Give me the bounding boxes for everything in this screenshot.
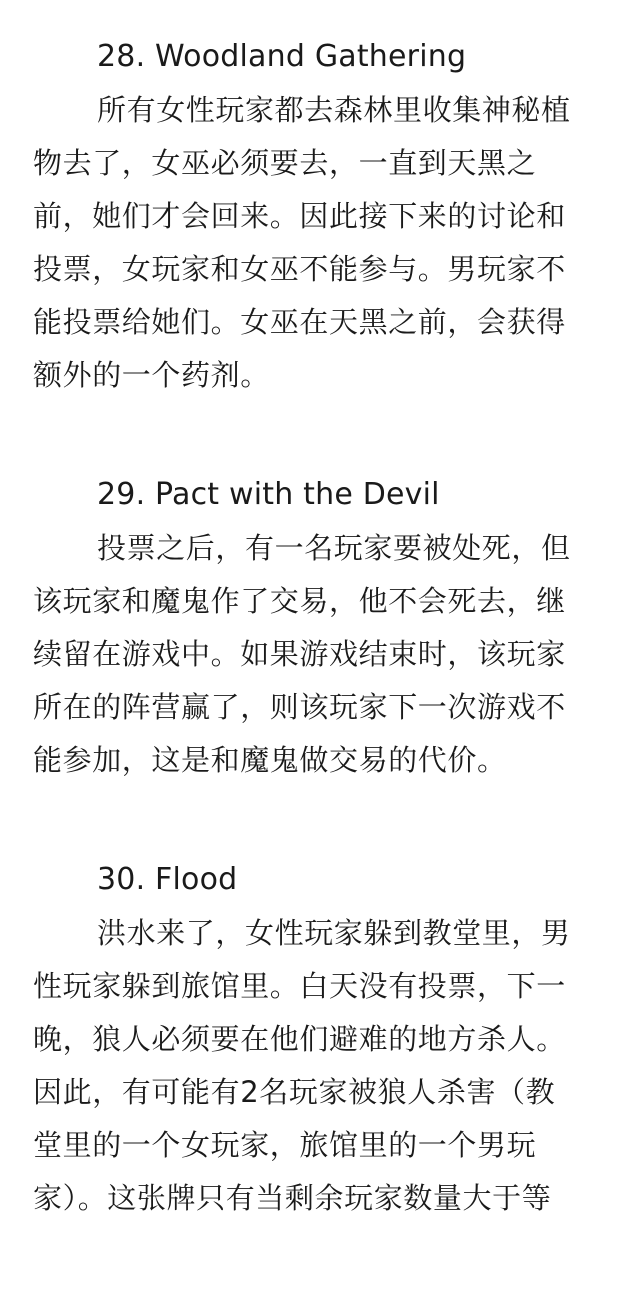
paragraph-line: 所有女性玩家都去森林里收集神秘植 bbox=[97, 93, 571, 127]
paragraph-line: 前，她们才会回来。因此接下来的讨论和 bbox=[33, 199, 566, 233]
paragraph-line: 投票之后，有一名玩家要被处死，但 bbox=[97, 531, 571, 565]
section-heading: 30. Flood bbox=[97, 862, 238, 897]
paragraph-line: 该玩家和魔鬼作了交易，他不会死去，继 bbox=[33, 584, 566, 618]
rule-section-30 bbox=[33, 853, 613, 1225]
article-body bbox=[33, 30, 613, 1291]
section-heading: 28. Woodland Gathering bbox=[97, 39, 467, 74]
paragraph-line: 额外的一个药剂。 bbox=[33, 358, 270, 392]
paragraph-line: 性玩家躲到旅馆里。白天没有投票，下一 bbox=[33, 969, 566, 1003]
paragraph-line: 家）。这张牌只有当剩余玩家数量大于等 bbox=[33, 1181, 552, 1215]
paragraph-line: 物去了，女巫必须要去，一直到天黑之 bbox=[33, 146, 537, 180]
rule-section-28 bbox=[33, 30, 613, 402]
paragraph-line: 能投票给她们。女巫在天黑之前，会获得 bbox=[33, 305, 566, 339]
paragraph-line: 投票，女玩家和女巫不能参与。男玩家不 bbox=[33, 252, 566, 286]
paragraph-line: 洪水来了，女性玩家躲到教堂里，男 bbox=[97, 916, 571, 950]
paragraph-line: 能参加，这是和魔鬼做交易的代价。 bbox=[33, 743, 507, 777]
paragraph-line: 堂里的一个女玩家，旅馆里的一个男玩 bbox=[33, 1128, 537, 1162]
paragraph-line: 所在的阵营赢了，则该玩家下一次游戏不 bbox=[33, 690, 566, 724]
section-heading: 29. Pact with the Devil bbox=[97, 477, 440, 512]
rule-section-29 bbox=[33, 468, 613, 787]
paragraph-line: 晚，狼人必须要在他们避难的地方杀人。 bbox=[33, 1022, 566, 1056]
paragraph-line: 因此，有可能有2名玩家被狼人杀害（教 bbox=[33, 1075, 556, 1109]
paragraph-line: 续留在游戏中。如果游戏结束时，该玩家 bbox=[33, 637, 566, 671]
